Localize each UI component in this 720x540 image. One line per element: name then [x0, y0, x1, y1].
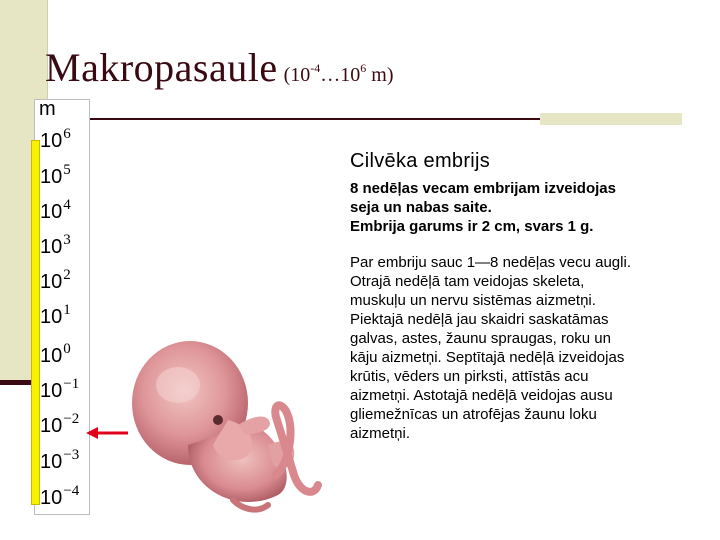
description-block — [350, 150, 700, 443]
scale-tick: $10^6$ — [40, 126, 71, 152]
section-heading: Cilvēka embrijs — [350, 150, 491, 172]
scale-tick: $10^{-4}$ — [40, 483, 80, 509]
title-main: Makropasaule — [45, 45, 278, 90]
page-title — [45, 44, 393, 91]
summary-paragraph: 8 nedēļas vecam embrijam izveidojas seja un nabas saite. Embrija garums ir 2 cm, svars 1 g. — [350, 180, 616, 235]
scale-tick: $10^{-3}$ — [40, 447, 80, 473]
scale-tick: $10^2$ — [40, 267, 71, 293]
scale-tick: $10^4$ — [40, 197, 71, 223]
title-range: ($10^{-4}\dots 10^6$ m) — [283, 61, 394, 86]
scale-tick: $10^5$ — [40, 162, 71, 188]
scale-tick: $10^1$ — [40, 302, 71, 328]
scale-tick: $10^0$ — [40, 341, 71, 367]
scale-tick: $10^3$ — [40, 232, 71, 258]
title-underline-accent — [540, 113, 682, 125]
scale-unit: m — [39, 98, 56, 120]
scale-strip — [31, 140, 40, 505]
detail-paragraph: Par embriju sauc 1—8 nedēļas vecu augli. Otrajā nedēļā tam veidojas skeleta, muskuļu un nervu sistēmas aizmetņi. Piektajā nedēļā jau skaidri saskatāmas galvas, astes, žaunu spraugas, roku un kāju aizmetņi. Septītajā nedēļā izveidojas krūtis, vēders un pirksti, attīstās acu aizmetņi. Astotajā nedēļā veidojas ausu gliemežnīcas un atrofējas žaunu loku aizmetņi. — [350, 254, 631, 442]
embryo-illustration — [118, 325, 328, 525]
scale-tick: $10^{-1}$ — [40, 376, 80, 402]
scale-tick: $10^{-2}$ — [40, 411, 80, 437]
